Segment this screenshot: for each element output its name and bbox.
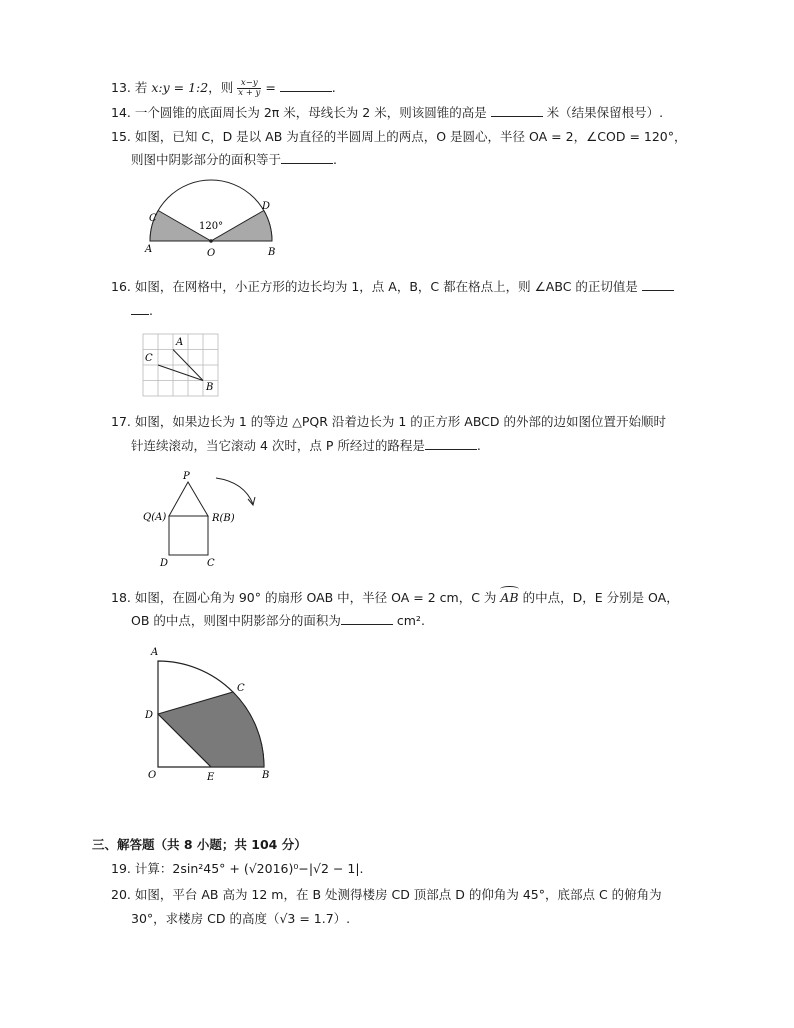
question-16-line2: . bbox=[131, 302, 153, 320]
q16-label-a: A bbox=[176, 337, 184, 348]
q13-answer-blank[interactable] bbox=[280, 79, 332, 92]
question-14: 14. 一个圆锥的底面周长为 2π 米，母线长为 2 米，则该圆锥的高是 米（结果保留根号）. bbox=[111, 105, 664, 120]
q17-number: 17. bbox=[111, 414, 131, 429]
q18-number: 18. bbox=[111, 590, 131, 605]
q19-text: 计算：2sin²45° + (√2016)⁰−|√2 − 1|. bbox=[134, 861, 364, 876]
q17-label-d: D bbox=[160, 558, 169, 569]
q14-number: 14. bbox=[111, 105, 131, 120]
question-13: 13. 若 x:y = 1:2，则 $\frac{x-y}{x + y}$ = . bbox=[111, 78, 336, 98]
q18-answer-blank[interactable] bbox=[341, 612, 393, 625]
q15-answer-blank[interactable] bbox=[281, 151, 333, 164]
q17-answer-blank[interactable] bbox=[425, 437, 477, 450]
q17-figure-rolling-triangle bbox=[140, 468, 270, 572]
q16-figure-grid bbox=[140, 330, 224, 400]
q16-number: 16. bbox=[111, 279, 131, 294]
q13-number: 13. bbox=[111, 80, 131, 95]
q15-text-line1: 如图，已知 C，D 是以 AB 为直径的半圆周上的两点，O 是圆心，半径 OA = 2，∠COD = 120°， bbox=[134, 129, 687, 144]
q19-number: 19. bbox=[111, 861, 131, 876]
q15-label-a: A bbox=[145, 244, 153, 255]
q15-number: 15. bbox=[111, 129, 131, 144]
q16-answer-blank-b[interactable] bbox=[131, 302, 149, 315]
q15-label-b: B bbox=[268, 247, 276, 258]
q15-angle-label: 120° bbox=[199, 221, 224, 232]
question-18: 18. 如图，在圆心角为 90° 的扇形 OAB 中，半径 OA = 2 cm，C 为 AB 的中点，D，E 分别是 OA， bbox=[111, 590, 679, 605]
q13-ratio: x:y = 1:2 bbox=[151, 80, 209, 95]
q16-answer-blank-a[interactable] bbox=[642, 278, 674, 291]
question-15-line2: 则图中阴影部分的面积等于 . bbox=[131, 152, 337, 167]
question-18-line2: OB 的中点，则图中阴影部分的面积为 cm². bbox=[131, 613, 425, 628]
q18-label-e: E bbox=[207, 772, 215, 783]
q17-label-rb: R(B) bbox=[212, 513, 235, 524]
q16-label-b: B bbox=[206, 382, 214, 393]
question-20-line2: 30°，求楼房 CD 的高度（√3 = 1.7）. bbox=[131, 911, 351, 926]
question-19 bbox=[111, 860, 364, 878]
question-20 bbox=[111, 886, 662, 904]
q18-figure-sector bbox=[140, 644, 280, 784]
q16-label-c: C bbox=[145, 353, 153, 364]
q17-label-qa: Q(A) bbox=[143, 512, 167, 523]
q18-label-o: O bbox=[148, 770, 157, 781]
question-17 bbox=[111, 413, 666, 431]
question-16 bbox=[111, 278, 674, 296]
question-15 bbox=[111, 128, 687, 146]
section-3-title: 三、解答题（共 8 小题；共 104 分） bbox=[92, 837, 307, 852]
q15-label-o: O bbox=[207, 248, 216, 259]
q15-figure-semicircle bbox=[140, 178, 282, 262]
q15-label-d: D bbox=[262, 201, 271, 212]
q17-label-c: C bbox=[207, 558, 215, 569]
q18-arc-ab: AB bbox=[500, 590, 519, 605]
q20-text-line1: 如图，平台 AB 高为 12 m，在 B 处测得楼房 CD 顶部点 D 的仰角为 45°，底部点 C 的俯角为 bbox=[134, 887, 662, 902]
q18-label-b: B bbox=[262, 770, 270, 781]
q16-text: 如图，在网格中，小正方形的边长均为 1，点 A，B，C 都在格点上，则 ∠ABC 的正切值是 bbox=[134, 279, 638, 294]
q18-label-c: C bbox=[237, 683, 245, 694]
question-17-line2: 针连续滚动，当它滚动 4 次时，点 P 所经过的路程是 . bbox=[131, 438, 481, 453]
q17-text-line1: 如图，如果边长为 1 的等边 △PQR 沿着边长为 1 的正方形 ABCD 的外部的边如图位置开始顺时 bbox=[134, 414, 667, 429]
q13-fraction: $\frac{x-y}{x + y}$ bbox=[238, 78, 261, 98]
q17-label-p: P bbox=[183, 471, 190, 482]
q14-text: 一个圆锥的底面周长为 2π 米，母线长为 2 米，则该圆锥的高是 bbox=[134, 105, 487, 120]
q18-label-d: D bbox=[145, 710, 154, 721]
q14-answer-blank[interactable] bbox=[491, 104, 543, 117]
q20-number: 20. bbox=[111, 887, 131, 902]
q15-label-c: C bbox=[149, 213, 157, 224]
q18-label-a: A bbox=[151, 647, 159, 658]
